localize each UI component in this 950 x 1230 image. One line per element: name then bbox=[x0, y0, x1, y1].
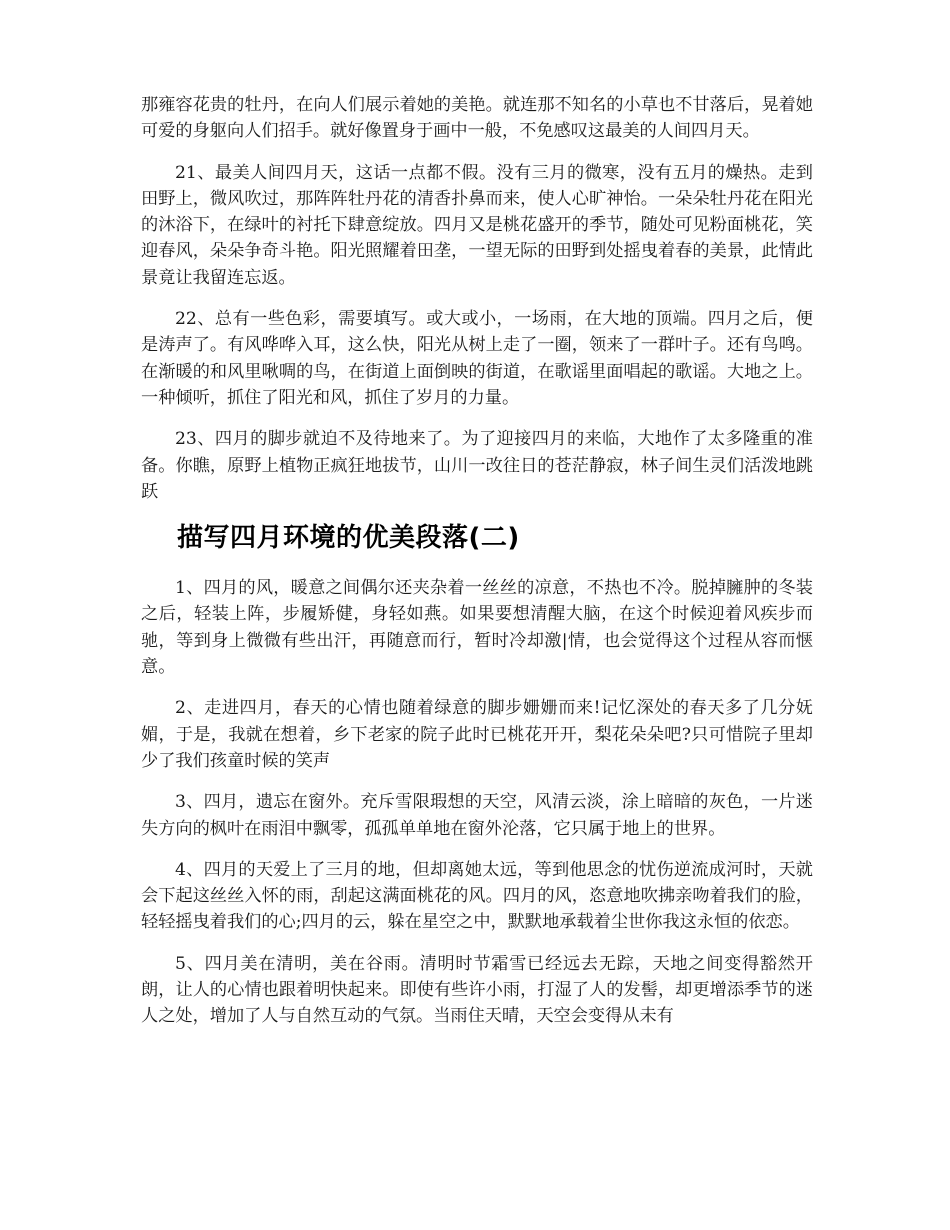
paragraph-3: 3、四月，遗忘在窗外。充斥雪限瑕想的天空，风清云淡，涂上暗暗的灰色，一片迷失方向的枫叶在雨泪中飘零，孤孤单单地在窗外沦落，它只属于地上的世界。 bbox=[141, 792, 813, 839]
article-body bbox=[141, 92, 813, 1045]
paragraph-5: 5、四月美在清明，美在谷雨。清明时节霜雪已经远去无踪，天地之间变得豁然开朗，让人的心情也跟着明快起来。即使有些许小雨，打湿了人的发髻，却更增添季节的迷人之处，增加了人与自然互动的气氛。当雨住天晴，天空会变得从未有 bbox=[141, 953, 813, 1027]
paragraph-continuation: 那雍容花贵的牡丹，在向人们展示着她的美艳。就连那不知名的小草也不甘落后，晃着她可爱的身躯向人们招手。就好像置身于画中一般，不免感叹这最美的人间四月天。 bbox=[141, 95, 813, 142]
paragraph-1: 1、四月的风，暖意之间偶尔还夹杂着一丝丝的凉意，不热也不冷。脱掉臃肿的冬装之后，轻装上阵，步履矫健，身轻如燕。如果要想清醒大脑，在这个时候迎着风疾步而驰，等到身上微微有些出汗，再随意而行，暂时冷却激|情，也会觉得这个过程从容而惬意。 bbox=[141, 578, 813, 678]
paragraph-4: 4、四月的天爱上了三月的地，但却离她太远，等到他思念的忧伤逆流成河时，天就会下起这丝丝入怀的雨，刮起这满面桃花的风。四月的风，恣意地吹拂亲吻着我们的脸，轻轻摇曳着我们的心;四月的云，躲在星空之中，默默地承载着尘世你我这永恒的依恋。 bbox=[141, 859, 813, 933]
section-heading: 描写四月环境的优美段落(二) bbox=[177, 523, 520, 554]
paragraph-2: 2、走进四月，春天的心情也随着绿意的脚步姗姗而来!记忆深处的春天多了几分妩媚，于是，我就在想着，乡下老家的院子此时已桃花开开，梨花朵朵吧?只可惜院子里却少了我们孩童时候的笑声 bbox=[141, 698, 813, 771]
paragraph-21: 21、最美人间四月天，这话一点都不假。没有三月的微寒，没有五月的燥热。走到田野上，微风吹过，那阵阵牡丹花的清香扑鼻而来，使人心旷神怡。一朵朵牡丹花在阳光的沐浴下，在绿叶的衬托下肆意绽放。四月又是桃花盛开的季节，随处可见粉面桃花，笑迎春风，朵朵争奇斗艳。阳光照耀着田垄，一望无际的田野到处摇曳着春的美景，此情此景竟让我留连忘返。 bbox=[141, 162, 813, 288]
paragraph-23: 23、四月的脚步就迫不及待地来了。为了迎接四月的来临，大地作了太多隆重的准备。你瞧，原野上植物正疯狂地拔节，山川一改往日的苍茫静寂，林子间生灵们活泼地跳跃 bbox=[141, 429, 813, 502]
paragraph-22: 22、总有一些色彩，需要填写。或大或小，一场雨，在大地的顶端。四月之后，便是涛声了。有风哗哗入耳，这么快，阳光从树上走了一圈，领来了一群叶子。还有鸟鸣。在渐暖的和风里啾啁的鸟，在街道上面倒映的街道，在歌谣里面唱起的歌谣。大地之上。一种倾听，抓住了阳光和风，抓住了岁月的力量。 bbox=[141, 309, 813, 408]
